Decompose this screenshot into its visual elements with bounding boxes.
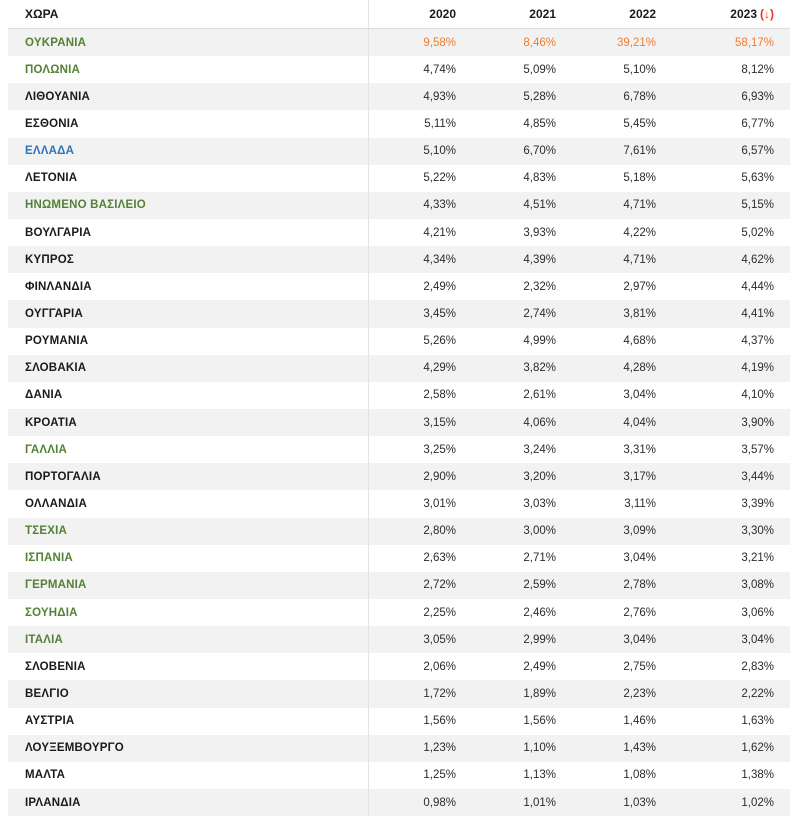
value-cell: 2,58%: [423, 389, 456, 402]
value-cell: 4,34%: [423, 253, 456, 266]
value-cell: 2,76%: [623, 606, 656, 619]
value-cell: 3,03%: [523, 497, 556, 510]
value-cell: 6,57%: [741, 145, 774, 158]
country-cell: ΠΟΡΤΟΓΑΛΙΑ: [8, 463, 368, 490]
value-cell: 2,80%: [423, 525, 456, 538]
value-cell: 4,51%: [523, 199, 556, 212]
value-cell: 5,02%: [741, 226, 774, 239]
value-cell: 5,09%: [523, 63, 556, 76]
table-row: [8, 653, 790, 680]
value-cell: 1,02%: [741, 796, 774, 809]
column-header-2021[interactable]: 2021: [468, 0, 568, 29]
value-cell: 3,90%: [741, 416, 774, 429]
value-cell: 3,45%: [423, 307, 456, 320]
value-cell: 2,25%: [423, 606, 456, 619]
value-cell: 1,56%: [423, 715, 456, 728]
value-cell: 1,13%: [523, 769, 556, 782]
table-row: [8, 382, 790, 409]
table-row: [8, 219, 790, 246]
value-cell: 3,04%: [623, 633, 656, 646]
country-cell: ΤΣΕΧΙΑ: [8, 518, 368, 545]
value-cell: 3,82%: [523, 362, 556, 375]
country-cell: ΒΕΛΓΙΟ: [8, 680, 368, 707]
country-cell: ΚΡΟΑΤΙΑ: [8, 409, 368, 436]
table-row: [8, 789, 790, 816]
country-cell: ΑΥΣΤΡΙΑ: [8, 708, 368, 735]
table-row: [8, 708, 790, 735]
table-row: [8, 300, 790, 327]
value-cell: 2,59%: [523, 579, 556, 592]
column-header-2020[interactable]: 2020: [368, 0, 468, 29]
country-cell: ΙΣΠΑΝΙΑ: [8, 545, 368, 572]
table-row: [8, 110, 790, 137]
value-cell: 3,11%: [624, 497, 656, 510]
value-cell: 5,22%: [423, 172, 456, 185]
country-cell: ΜΑΛΤΑ: [8, 762, 368, 789]
value-cell: 3,31%: [623, 443, 656, 456]
countries-year-table-wrap: [8, 0, 790, 816]
value-cell: 2,63%: [423, 552, 456, 565]
value-cell: 3,39%: [741, 497, 774, 510]
value-cell: 2,22%: [741, 687, 774, 700]
value-cell: 3,08%: [741, 579, 774, 592]
value-cell: 1,23%: [423, 742, 456, 755]
value-cell: 5,26%: [423, 335, 456, 348]
country-cell: ΚΥΠΡΟΣ: [8, 246, 368, 273]
sort-descending-icon: (↓): [760, 7, 774, 21]
value-cell: 4,39%: [523, 253, 556, 266]
value-cell: 1,38%: [741, 769, 774, 782]
value-cell: 0,98%: [423, 796, 456, 809]
value-cell: 3,04%: [623, 552, 656, 565]
value-cell: 7,61%: [623, 145, 656, 158]
table-row: [8, 273, 790, 300]
value-cell: 4,99%: [523, 335, 556, 348]
value-cell: 6,93%: [741, 90, 774, 103]
country-cell: ΟΥΚΡΑΝΙΑ: [8, 29, 368, 57]
value-cell: 2,97%: [623, 280, 656, 293]
value-cell: 4,19%: [741, 362, 774, 375]
value-cell: 4,71%: [623, 199, 656, 212]
table-row: [8, 762, 790, 789]
value-cell: 5,18%: [623, 172, 656, 185]
table-row: [8, 83, 790, 110]
country-cell: ΗΝΩΜΕΝΟ ΒΑΣΙΛΕΙΟ: [8, 192, 368, 219]
value-cell: 2,61%: [523, 389, 556, 402]
value-cell: 2,71%: [523, 552, 556, 565]
value-cell: 2,99%: [523, 633, 556, 646]
value-cell: 4,28%: [623, 362, 656, 375]
value-cell: 5,11%: [424, 117, 456, 130]
country-cell: ΕΛΛΑΔΑ: [8, 138, 368, 165]
value-cell: 1,01%: [523, 796, 556, 809]
table-row: [8, 626, 790, 653]
value-cell: 5,45%: [623, 117, 656, 130]
value-cell: 6,77%: [741, 117, 774, 130]
value-cell: 4,71%: [623, 253, 656, 266]
table-row: [8, 599, 790, 626]
value-cell: 3,30%: [741, 525, 774, 538]
value-cell: 1,56%: [523, 715, 556, 728]
table-row: [8, 680, 790, 707]
country-cell: ΠΟΛΩΝΙΑ: [8, 56, 368, 83]
value-cell: 3,44%: [741, 470, 774, 483]
country-cell: ΡΟΥΜΑΝΙΑ: [8, 328, 368, 355]
table-header: [8, 0, 790, 29]
country-cell: ΙΡΛΑΝΔΙΑ: [8, 789, 368, 816]
value-cell: 2,74%: [523, 307, 556, 320]
value-cell: 2,75%: [623, 660, 656, 673]
value-cell: 1,08%: [623, 769, 656, 782]
table-row: [8, 165, 790, 192]
value-cell: 4,29%: [423, 362, 456, 375]
value-cell: 1,89%: [523, 687, 556, 700]
table-row: [8, 545, 790, 572]
value-cell: 4,44%: [741, 280, 774, 293]
column-header-country[interactable]: ΧΩΡΑ: [8, 0, 368, 29]
value-cell: 3,06%: [741, 606, 774, 619]
header-row: [8, 0, 790, 29]
table-row: [8, 56, 790, 83]
country-cell: ΛΟΥΞΕΜΒΟΥΡΓΟ: [8, 735, 368, 762]
value-cell: 2,23%: [623, 687, 656, 700]
table-row: [8, 138, 790, 165]
value-cell: 4,68%: [623, 335, 656, 348]
value-cell: 5,63%: [741, 172, 774, 185]
value-cell: 5,28%: [523, 90, 556, 103]
value-cell: 39,21%: [616, 36, 656, 49]
value-cell: 4,04%: [623, 416, 656, 429]
table-row: [8, 29, 790, 57]
table-row: [8, 490, 790, 517]
value-cell: 4,74%: [423, 63, 456, 76]
value-cell: 4,85%: [523, 117, 556, 130]
country-cell: ΣΟΥΗΔΙΑ: [8, 599, 368, 626]
value-cell: 5,15%: [741, 199, 774, 212]
value-cell: 8,46%: [523, 36, 556, 49]
value-cell: 2,46%: [523, 606, 556, 619]
country-cell: ΓΑΛΛΙΑ: [8, 436, 368, 463]
value-cell: 1,03%: [623, 796, 656, 809]
table-row: [8, 328, 790, 355]
country-cell: ΔΑΝΙΑ: [8, 382, 368, 409]
value-cell: 3,17%: [623, 470, 656, 483]
value-cell: 2,72%: [423, 579, 456, 592]
value-cell: 4,93%: [423, 90, 456, 103]
value-cell: 6,78%: [623, 90, 656, 103]
value-cell: 3,01%: [423, 497, 456, 510]
country-cell: ΦΙΝΛΑΝΔΙΑ: [8, 273, 368, 300]
column-header-2023-label: 2023: [730, 7, 757, 21]
country-cell: ΟΥΓΓΑΡΙΑ: [8, 300, 368, 327]
value-cell: 6,70%: [523, 145, 556, 158]
column-header-2023[interactable]: [668, 0, 790, 29]
value-cell: 3,05%: [423, 633, 456, 646]
value-cell: 1,46%: [623, 715, 656, 728]
value-cell: 1,63%: [741, 715, 774, 728]
value-cell: 3,21%: [741, 552, 774, 565]
value-cell: 3,25%: [423, 443, 456, 456]
value-cell: 2,90%: [423, 470, 456, 483]
value-cell: 5,10%: [623, 63, 656, 76]
value-cell: 2,49%: [423, 280, 456, 293]
value-cell: 4,06%: [523, 416, 556, 429]
value-cell: 5,10%: [423, 145, 456, 158]
value-cell: 58,17%: [734, 36, 774, 49]
value-cell: 2,32%: [523, 280, 556, 293]
country-cell: ΣΛΟΒΑΚΙΑ: [8, 355, 368, 382]
value-cell: 1,25%: [423, 769, 456, 782]
value-cell: 2,78%: [623, 579, 656, 592]
country-cell: ΛΙΘΟΥΑΝΙΑ: [8, 83, 368, 110]
value-cell: 4,10%: [741, 389, 774, 402]
value-cell: 2,49%: [523, 660, 556, 673]
table-body: [8, 29, 790, 817]
value-cell: 1,10%: [523, 742, 556, 755]
country-cell: ΙΤΑΛΙΑ: [8, 626, 368, 653]
country-cell: ΣΛΟΒΕΝΙΑ: [8, 653, 368, 680]
value-cell: 4,83%: [523, 172, 556, 185]
value-cell: 4,37%: [741, 335, 774, 348]
table-row: [8, 246, 790, 273]
countries-year-table: [8, 0, 790, 816]
country-cell: ΛΕΤΟΝΙΑ: [8, 165, 368, 192]
value-cell: 1,72%: [423, 687, 456, 700]
value-cell: 1,62%: [741, 742, 774, 755]
country-cell: ΓΕΡΜΑΝΙΑ: [8, 572, 368, 599]
column-header-2022[interactable]: 2022: [568, 0, 668, 29]
country-cell: ΟΛΛΑΝΔΙΑ: [8, 490, 368, 517]
value-cell: 3,24%: [523, 443, 556, 456]
value-cell: 4,21%: [423, 226, 456, 239]
table-row: [8, 192, 790, 219]
value-cell: 3,57%: [741, 443, 774, 456]
value-cell: 1,43%: [623, 742, 656, 755]
table-row: [8, 518, 790, 545]
value-cell: 2,83%: [741, 660, 774, 673]
value-cell: 4,41%: [741, 307, 774, 320]
value-cell: 3,00%: [523, 525, 556, 538]
value-cell: 3,81%: [623, 307, 656, 320]
table-row: [8, 409, 790, 436]
value-cell: 9,58%: [423, 36, 456, 49]
value-cell: 2,06%: [423, 660, 456, 673]
table-row: [8, 572, 790, 599]
table-row: [8, 463, 790, 490]
value-cell: 3,15%: [423, 416, 456, 429]
value-cell: 3,93%: [523, 226, 556, 239]
country-cell: ΕΣΘΟΝΙΑ: [8, 110, 368, 137]
table-row: [8, 436, 790, 463]
value-cell: 4,22%: [623, 226, 656, 239]
table-row: [8, 735, 790, 762]
table-row: [8, 355, 790, 382]
value-cell: 3,04%: [741, 633, 774, 646]
value-cell: 3,04%: [623, 389, 656, 402]
country-cell: ΒΟΥΛΓΑΡΙΑ: [8, 219, 368, 246]
value-cell: 3,20%: [523, 470, 556, 483]
value-cell: 4,62%: [741, 253, 774, 266]
value-cell: 3,09%: [623, 525, 656, 538]
value-cell: 4,33%: [423, 199, 456, 212]
value-cell: 8,12%: [741, 63, 774, 76]
